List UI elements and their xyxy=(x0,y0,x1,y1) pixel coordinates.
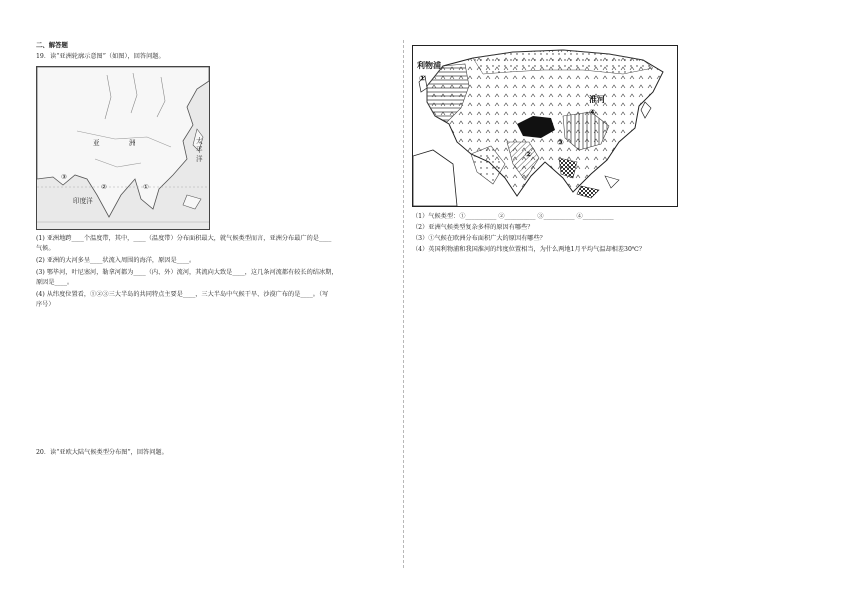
column-divider xyxy=(403,40,404,568)
map-label-indian-ocean: 印度洋 xyxy=(73,197,93,205)
q19-line-3: (2) 亚洲的大河多呈____状流入周围的海洋，原因是____。 xyxy=(36,257,196,264)
map-label-pacific: 太平洋 xyxy=(196,137,203,163)
map-label-climate-1: ① xyxy=(419,74,426,83)
q20-line-3: （3）①气候在欧洲分布面积广大的原因有哪些？ xyxy=(412,235,546,242)
map-label-climate-3: ③ xyxy=(557,138,564,147)
q19-line-1: (1) 亚洲地跨____个温度带，其中，____（温度带）分布面积最大，就气候类型而言，亚洲分布最广的是____ xyxy=(36,235,332,242)
map-label-ya: 亚 xyxy=(93,139,100,147)
map-label-huaihe: 淮河 xyxy=(589,95,605,104)
eurasia-climate-map-graphic xyxy=(413,46,677,206)
q20-line-2: （2）亚洲气候类型复杂多样的原因有哪些？ xyxy=(412,224,534,231)
q19-line-5: 原因是____。 xyxy=(36,279,74,286)
q20-line-1: （1）气候类型：①__________ ②__________ ③__________ ④__________ xyxy=(412,213,614,220)
q19-line-4: (3) 鄂毕河，叶尼塞河，勒拿河都为____（内、外）流河，其流向大致是____，这几条河流都有较长的结冰期， xyxy=(36,269,338,276)
map-label-liverpool: 利物浦 xyxy=(417,61,441,70)
map-label-climate-2: ② xyxy=(525,150,532,159)
eurasia-climate-map xyxy=(412,45,678,207)
q20-line-4: （4）英国利物浦和我国淮河的纬度位置相当，为什么两地1月平均气温却相差30℃？ xyxy=(412,246,646,253)
question-19-prompt: 19．读“亚洲轮廓示意图”（如图），回答问题。 xyxy=(36,53,165,60)
question-20-prompt: 20．读“亚欧大陆气候类型分布图”，回答问题。 xyxy=(36,449,168,456)
q19-line-7: 序号） xyxy=(36,301,55,308)
q19-line-2: 气候。 xyxy=(36,245,55,252)
asia-outline-map xyxy=(36,66,210,230)
section-title: 二、解答题 xyxy=(36,41,68,49)
map-label-peninsula-3: ③ xyxy=(61,173,67,181)
map-label-peninsula-2: ② xyxy=(101,183,107,191)
map-label-climate-4: ④ xyxy=(589,108,596,117)
map-label-peninsula-1: ① xyxy=(143,183,149,191)
asia-outline-map-graphic xyxy=(37,67,209,229)
map-label-zhou: 洲 xyxy=(129,139,136,147)
q19-line-6: (4) 从纬度位置看，①②③三大半岛的共同特点主要是____，三大半岛中气候干旱、沙漠广布的是____。（写 xyxy=(36,291,329,298)
